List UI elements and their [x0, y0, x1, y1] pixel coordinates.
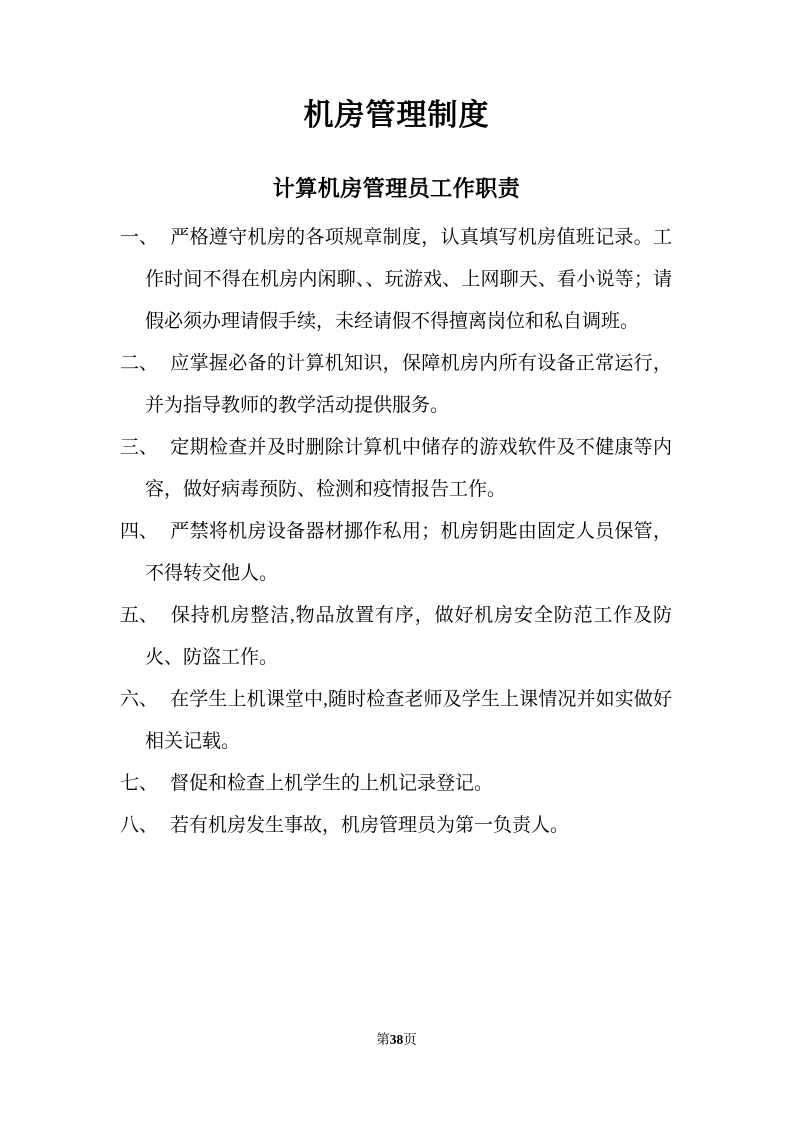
footer-suffix: 页: [403, 1032, 417, 1047]
list-item: [120, 511, 672, 595]
item-number: 四、: [120, 521, 159, 542]
item-text: 严格遵守机房的各项规章制度，认真填写机房值班记录。工作时间不得在机房内闲聊、、玩游戏、上网聊天、看小说等；请假必须办理请假手续，未经请假不得擅离岗位和私自调班。: [145, 227, 672, 332]
item-text: 严禁将机房设备器材挪作私用；机房钥匙由固定人员保管，不得转交他人。: [145, 521, 672, 584]
item-number: 一、: [120, 227, 159, 248]
item-text: 定期检查并及时删除计算机中储存的游戏软件及不健康等内容，做好病毒预防、检测和疫情报告工作。: [145, 437, 672, 500]
item-number: 六、: [120, 689, 159, 710]
item-text: 若有机房发生事故，机房管理员为第一负责人。: [170, 815, 570, 836]
list-item: [120, 217, 672, 343]
item-number: 八、: [120, 815, 159, 836]
item-number: 三、: [120, 437, 159, 458]
item-text: 应掌握必备的计算机知识，保障机房内所有设备正常运行，并为指导教师的教学活动提供服务。: [145, 353, 672, 416]
list-item: [120, 679, 672, 763]
list-item: [120, 595, 672, 679]
item-number: 七、: [120, 773, 159, 794]
list-item: [120, 427, 672, 511]
item-number: 五、: [120, 605, 159, 626]
duty-list: [120, 217, 672, 847]
list-item: [120, 805, 672, 847]
footer-page-number: 38: [389, 1032, 404, 1047]
item-number: 二、: [120, 353, 159, 374]
page-footer: [0, 1030, 793, 1050]
page-title: 机房管理制度: [303, 99, 490, 132]
item-text: 保持机房整洁,物品放置有序，做好机房安全防范工作及防火、防盗工作。: [145, 605, 672, 668]
list-item: [120, 343, 672, 427]
list-item: [120, 763, 672, 805]
item-text: 在学生上机课堂中,随时检查老师及学生上课情况并如实做好相关记载。: [145, 689, 672, 752]
footer-prefix: 第: [376, 1032, 390, 1047]
section-title: 计算机房管理员工作职责: [272, 176, 521, 201]
item-text: 督促和检查上机学生的上机记录登记。: [170, 773, 494, 794]
